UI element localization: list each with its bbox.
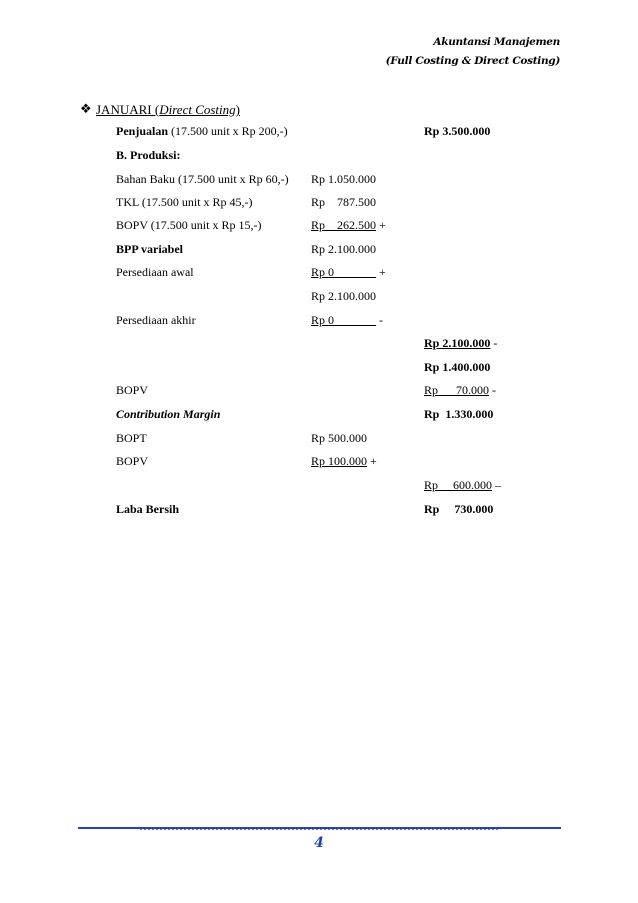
penjualan-detail: (17.500 unit x Rp 200,-): [168, 124, 288, 138]
diamond-bullet-icon: ❖: [80, 101, 92, 116]
page-number: 4: [314, 835, 324, 851]
row-laba-bersih: [0, 502, 638, 522]
persediaan-awal-label: Persediaan awal: [116, 265, 194, 279]
subtotal-value: Rp 2.100.000: [311, 289, 377, 303]
row-hpp-total: [0, 336, 638, 356]
laba-total: Rp 730.000: [424, 502, 494, 516]
footer-dotted-rule: [140, 829, 500, 830]
persediaan-awal-value: Rp 0_______: [311, 265, 377, 279]
row-bpp-variabel: [0, 242, 638, 262]
penjualan-label: Penjualan: [116, 124, 169, 138]
bahan-baku-value: Rp 1.050.000: [311, 172, 377, 186]
row-bopv-fixed: [0, 454, 638, 474]
bopv3-value: Rp 100.000: [311, 454, 368, 468]
section-title: JANUARI (Direct Costing): [96, 102, 240, 117]
row-fixed-total: [0, 478, 638, 498]
persediaan-akhir-operator: -: [376, 313, 384, 327]
bopv2-operator: -: [489, 383, 497, 397]
tkl-label: TKL (17.500 unit x Rp 45,-): [116, 195, 253, 209]
bopt-value: Rp 500.000: [311, 431, 368, 445]
row-persediaan-awal: [0, 265, 638, 285]
persediaan-akhir-value: Rp 0_______: [311, 313, 377, 327]
bopt-label: BOPT: [116, 431, 147, 445]
fixed-total: Rp 600.000: [424, 478, 493, 492]
section-subtitle: Direct Costing: [159, 102, 236, 117]
row-bopv: [0, 218, 638, 238]
cm-label: Contribution Margin: [116, 407, 221, 421]
row-gross-total: [0, 360, 638, 380]
bpp-label: BPP variabel: [116, 242, 183, 256]
fixed-operator: –: [492, 478, 502, 492]
persediaan-awal-operator: +: [376, 265, 386, 279]
row-contribution-margin: [0, 407, 638, 427]
bopv-label: BOPV (17.500 unit x Rp 15,-): [116, 218, 262, 232]
penjualan-total: Rp 3.500.000: [424, 124, 491, 138]
bopv-value: Rp 262.500: [311, 218, 377, 232]
row-penjualan: [0, 124, 638, 144]
bopv-operator: +: [376, 218, 386, 232]
section-heading: [80, 101, 240, 118]
gross-total: Rp 1.400.000: [424, 360, 491, 374]
row-persediaan-akhir: [0, 313, 638, 333]
bpp-value: Rp 2.100.000: [311, 242, 377, 256]
laba-label: Laba Bersih: [116, 502, 180, 516]
produksi-heading: B. Produksi:: [116, 148, 181, 162]
row-bahan-baku: [0, 172, 638, 192]
bopv3-label: BOPV: [116, 454, 149, 468]
row-produksi-heading: [0, 148, 638, 168]
hpp-total: Rp 2.100.000: [424, 336, 491, 350]
header-title: Akuntansi Manajemen: [433, 36, 560, 48]
bopv3-operator: +: [367, 454, 377, 468]
bahan-baku-label: Bahan Baku (17.500 unit x Rp 60,-): [116, 172, 289, 186]
cm-total: Rp 1.330.000: [424, 407, 494, 421]
row-bopt: [0, 431, 638, 451]
tkl-value: Rp 787.500: [311, 195, 377, 209]
hpp-operator: -: [490, 336, 498, 350]
row-bopv-expense: [0, 383, 638, 403]
row-subtotal: [0, 289, 638, 309]
persediaan-akhir-label: Persediaan akhir: [116, 313, 196, 327]
bopv2-label: BOPV: [116, 383, 149, 397]
header-subtitle: (Full Costing & Direct Costing): [385, 55, 560, 67]
row-tkl: [0, 195, 638, 215]
bopv2-total: Rp 70.000: [424, 383, 490, 397]
